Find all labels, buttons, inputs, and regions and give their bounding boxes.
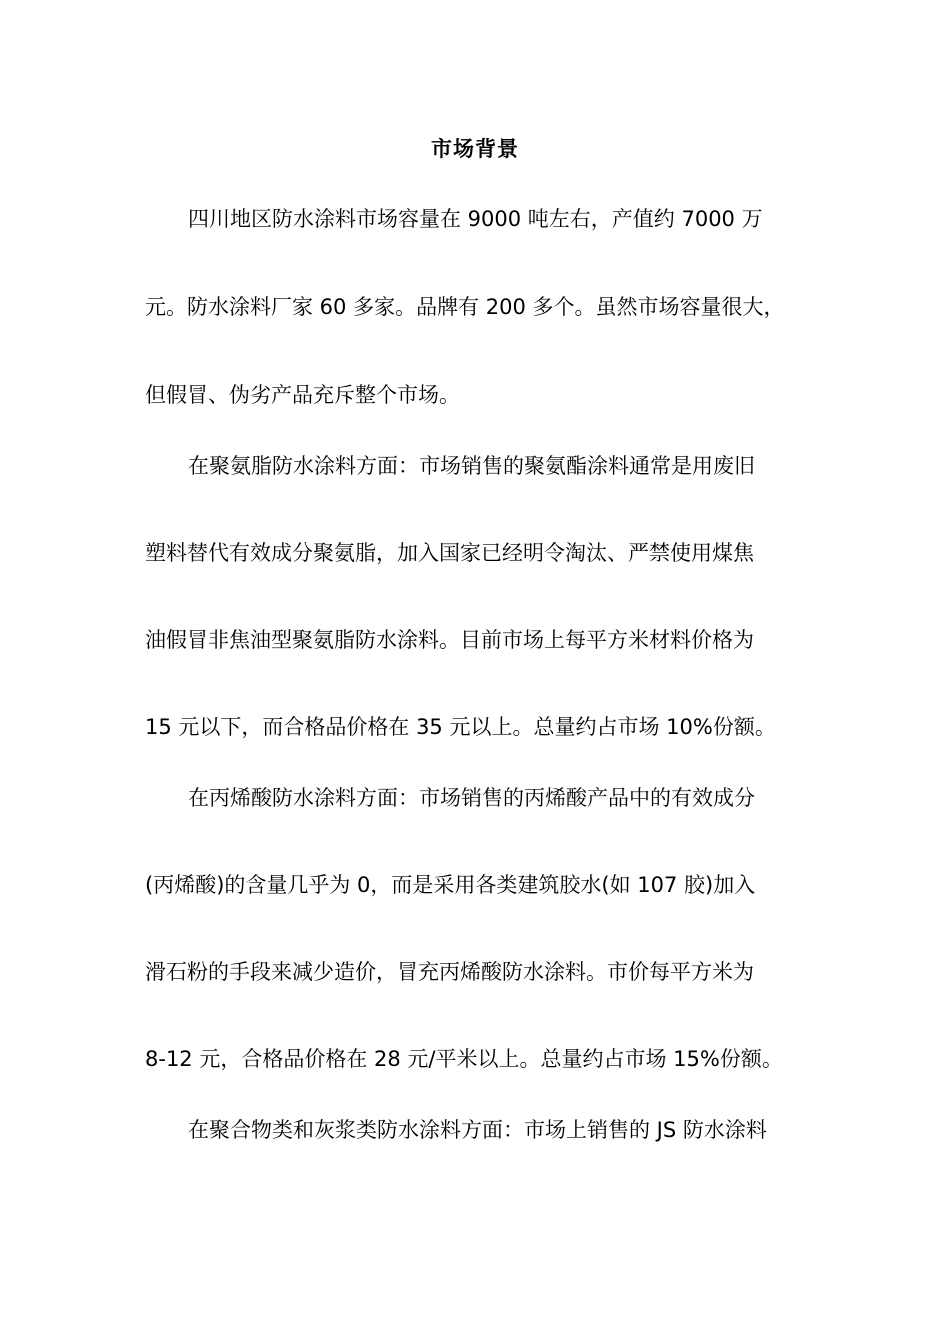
page-title: 市场背景 (431, 137, 519, 161)
paragraph-2-line-4: 15 元以下，而合格品价格在 35 元以上。总量约占市场 10%份额。 (145, 715, 776, 739)
paragraph-1-line-1: 四川地区防水涂料市场容量在 9000 吨左右，产值约 7000 万 (188, 207, 763, 231)
paragraph-3-line-3: 滑石粉的手段来减少造价，冒充丙烯酸防水涂料。市价每平方米为 (145, 960, 754, 984)
paragraph-4-line-1: 在聚合物类和灰浆类防水涂料方面：市场上销售的 JS 防水涂料 (188, 1118, 767, 1142)
paragraph-3-line-2: (丙烯酸)的含量几乎为 0，而是采用各类建筑胶水(如 107 胶)加入 (145, 873, 756, 897)
paragraph-1-line-2: 元。防水涂料厂家 60 多家。品牌有 200 多个。虽然市场容量很大， (145, 295, 785, 319)
paragraph-1-line-3: 但假冒、伪劣产品充斥整个市场。 (145, 383, 460, 407)
paragraph-2-line-2: 塑料替代有效成分聚氨脂，加入国家已经明令淘汰、严禁使用煤焦 (145, 541, 754, 565)
paragraph-2-line-3: 油假冒非焦油型聚氨脂防水涂料。目前市场上每平方米材料价格为 (145, 628, 754, 652)
paragraph-2-line-1: 在聚氨脂防水涂料方面：市场销售的聚氨酯涂料通常是用废旧 (188, 454, 755, 478)
paragraph-3-line-4: 8-12 元，合格品价格在 28 元/平米以上。总量约占市场 15%份额。 (145, 1047, 783, 1071)
paragraph-3-line-1: 在丙烯酸防水涂料方面：市场销售的丙烯酸产品中的有效成分 (188, 786, 755, 810)
